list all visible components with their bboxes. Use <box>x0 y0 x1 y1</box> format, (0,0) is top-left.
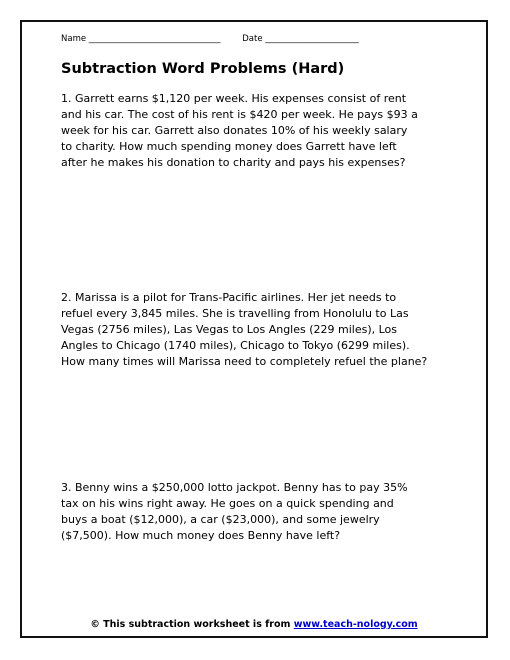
worksheet-page <box>20 20 488 638</box>
problem-1: 1. Garrett earns $1,120 per week. His expenses consist of rent and his car. The cost of his rent is $420 per week. He pays $93 a week for his car. Garrett also donates 10% of his weekly salary to charity. How much spending money does Garrett have left after he makes his donation to charity and pays his expenses? <box>61 92 418 169</box>
footer-text: © This subtraction worksheet is from <box>90 619 294 630</box>
problem-3: 3. Benny wins a $250,000 lotto jackpot. Benny has to pay 35% tax on his wins right away. He goes on a quick spending and buys a boat ($12,000), a car ($23,000), and some jewelry ($7,500). How much money does Benny have left? <box>61 481 408 542</box>
name-field: Name _______________________________ <box>61 34 221 44</box>
worksheet-title: Subtraction Word Problems (Hard) <box>61 61 345 77</box>
header-fields <box>61 34 359 44</box>
date-field: Date ______________________ <box>242 34 359 44</box>
problem-2: 2. Marissa is a pilot for Trans-Pacific airlines. Her jet needs to refuel every 3,845 miles. She is travelling from Honolulu to Las Vegas (2756 miles), Las Vegas to Los Angles (229 miles), Los Angles to Chicago (1740 miles), Chicago to Tokyo (6299 miles). How many times will Marissa need to completely refuel the plane? <box>61 291 428 368</box>
footer-credit <box>22 619 486 630</box>
footer-link[interactable]: www.teach-nology.com <box>293 619 418 630</box>
